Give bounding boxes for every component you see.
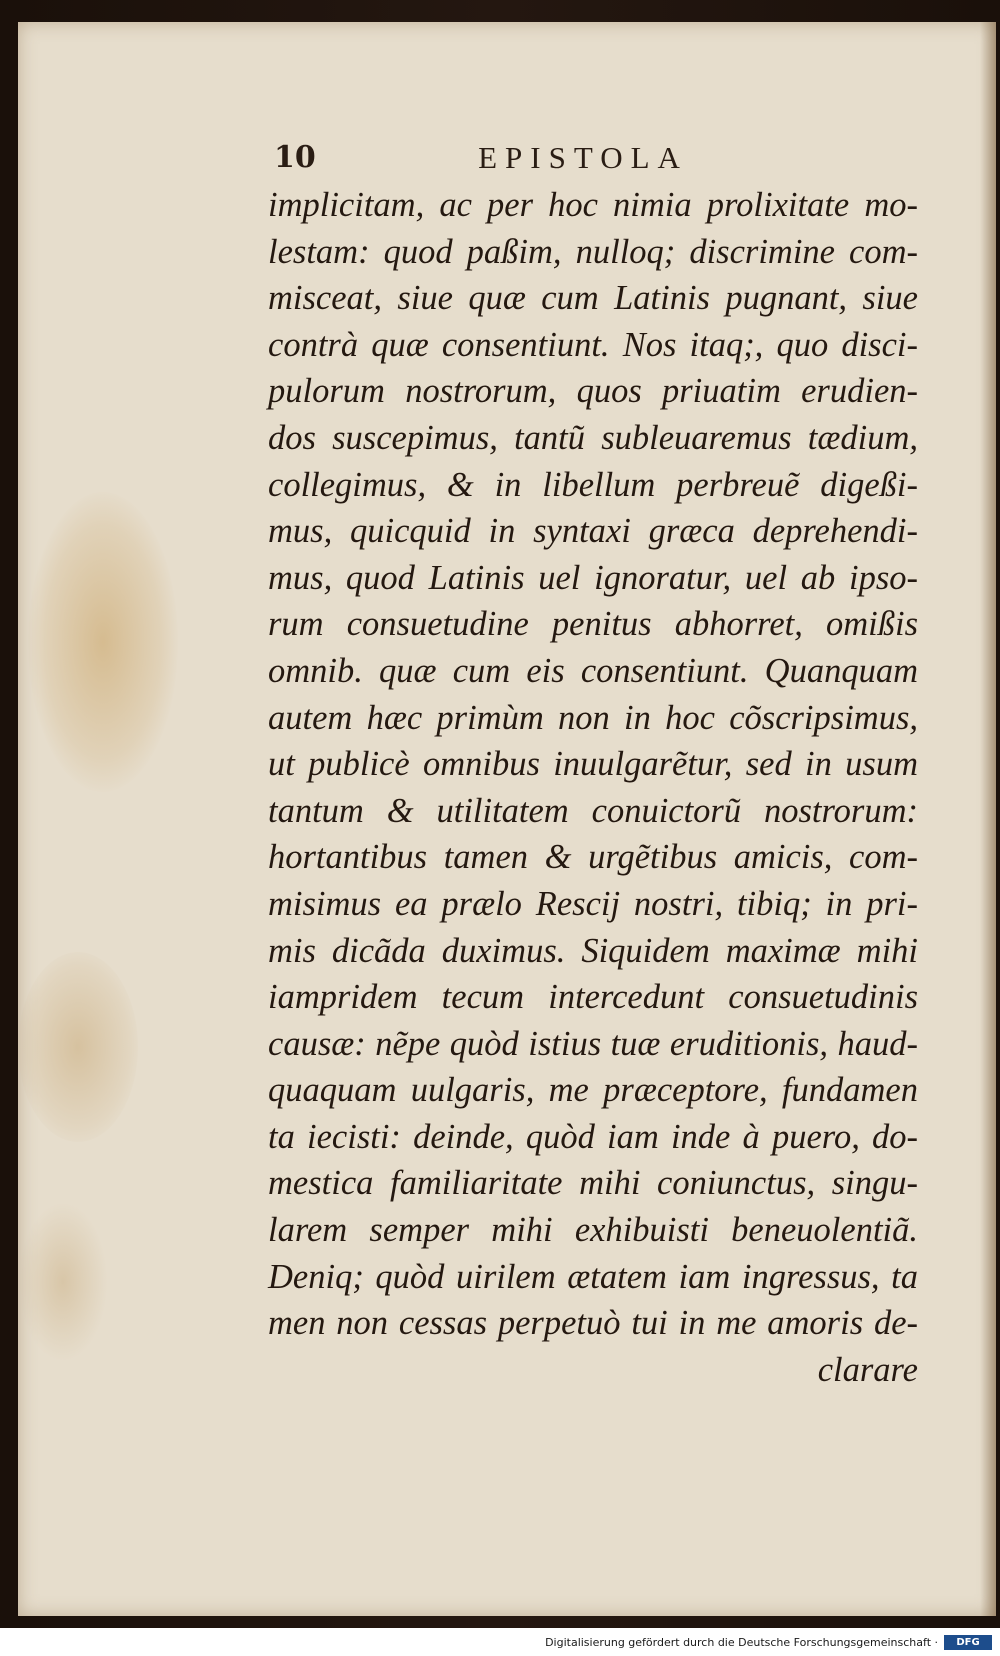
water-stain (18, 952, 138, 1142)
text-line: contrà quæ consentiunt. Nos itaq;, quo disci- (268, 325, 918, 364)
water-stain (28, 492, 178, 792)
text-line: ta iecisti: deinde, quòd iam inde à puero, do- (268, 1117, 918, 1156)
text-line: misimus ea prælo Rescij nostri, tibiq; in pri- (268, 884, 918, 923)
text-line: pulorum nostrorum, quos priuatim erudien- (268, 372, 918, 411)
text-line: mis dicãda duximus. Siquidem maximæ mihi (268, 931, 918, 970)
text-line: iampridem tecum intercedunt consuetudinis (268, 978, 918, 1017)
text-line: implicitam, ac per hoc nimia prolixitate mo- (268, 186, 918, 224)
text-line: causæ: nẽpe quòd istius tuæ eruditionis, haud- (268, 1024, 918, 1063)
dfg-logo: DFG (944, 1635, 992, 1650)
body-text (268, 182, 918, 1393)
text-line: dos suscepimus, tantũ subleuaremus tædium, (268, 418, 918, 457)
text-line: lestam: quod paßim, nulloq; discrimine com- (268, 232, 918, 271)
text-line: mus, quod Latinis uel ignoratur, uel ab ipso- (268, 558, 918, 597)
text-line: tantum & utilitatem conuictorũ nostrorum: (268, 791, 918, 830)
text-line: collegimus, & in libellum perbreuẽ digeßi- (268, 465, 918, 504)
text-line: Deniq; quòd uirilem ætatem iam ingressus, ta (268, 1257, 918, 1296)
water-stain (18, 1202, 108, 1362)
text-line: ut publicè omnibus inuulgarẽtur, sed in usum (268, 745, 918, 784)
text-line: misceat, siue quæ cum Latinis pugnant, siue (268, 279, 918, 318)
text-line: omnib. quæ cum eis consentiunt. Quanquam (268, 651, 918, 690)
footer-bar (0, 1628, 1000, 1656)
text-line: men non cessas perpetuò tui in me amoris de- (268, 1304, 918, 1343)
text-line: mestica familiaritate mihi coniunctus, singu- (268, 1164, 918, 1203)
text-line: mus, quicquid in syntaxi græca deprehendi- (268, 512, 918, 551)
text-line: autem hæc primùm non in hoc cõscripsimus, (268, 698, 918, 737)
text-line: quaquam uulgaris, me præceptore, fundamen (268, 1071, 918, 1110)
text-line: larem semper mihi exhibuisti beneuolentiã. (268, 1211, 918, 1250)
text-line: rum consuetudine penitus abhorret, omißis (268, 605, 918, 644)
book-page (18, 22, 996, 1616)
digitization-credit: Digitalisierung gefördert durch die Deutsche Forschungsgemeinschaft · (545, 1636, 938, 1649)
page-number: 10 (274, 140, 316, 175)
text-line: hortantibus tamen & urgẽtibus amicis, com- (268, 838, 918, 877)
page-header (254, 140, 912, 180)
catchword: clarare (817, 1350, 918, 1389)
running-title: EPISTOLA (478, 140, 688, 175)
